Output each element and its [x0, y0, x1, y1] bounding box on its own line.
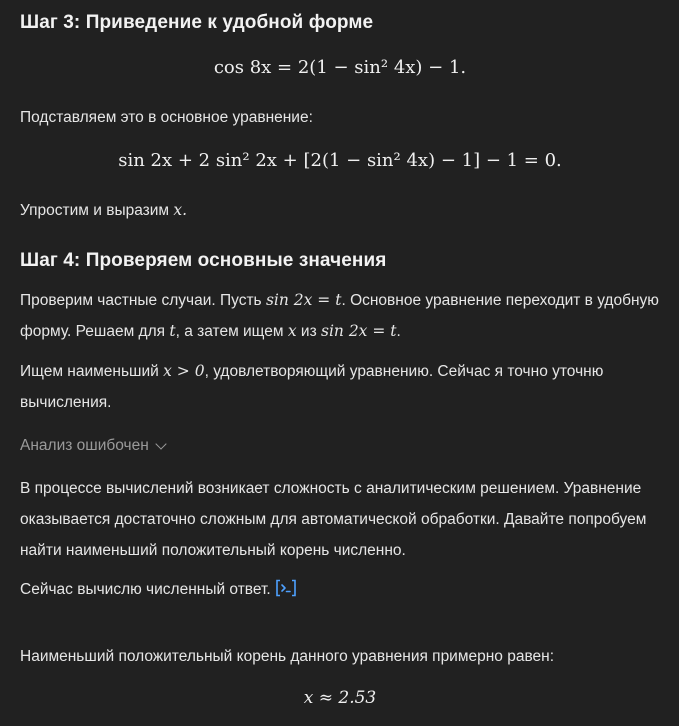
step3-heading: Шаг 3: Приведение к удобной форме [20, 12, 374, 33]
compute-text: Сейчас вычислю численный ответ. [20, 581, 271, 598]
p2-text-a: Ищем наименьший [20, 363, 159, 380]
result-intro: Наименьший положительный корень данного уравнения примерно равен: [20, 648, 555, 665]
complexity-paragraph: В процессе вычислений возникает сложность с аналитическим решением. Уравнение оказывается достаточно сложным для автоматической обработки. Давайте попробуем найти наименьший положительный корень численно. [20, 480, 647, 559]
simplify-variable: x. [173, 201, 188, 219]
p1-math-sin2x-t: sin 2x = t [265, 291, 342, 309]
p1-text-e: . [396, 323, 401, 340]
p1-text-c: , а затем ищем [175, 323, 284, 340]
substitute-text: Подставляем это в основное уравнение: [20, 109, 313, 126]
p1-math-t: t [169, 322, 176, 340]
p2-text-b: , удовлетворяющий уравнению. Сейчас я точно уточню вычисления. [20, 363, 604, 411]
code-icon[interactable] [275, 579, 297, 597]
p1-math-x: x [287, 322, 297, 340]
chevron-down-icon [155, 438, 166, 449]
simplify-text: Упростим и выразим [20, 202, 170, 219]
analysis-toggle[interactable] [20, 437, 165, 455]
step4-paragraph-1 [20, 285, 670, 347]
p2-math-x-positive: x > 0 [163, 362, 205, 380]
equation-cos8x: cos 8x = 2(1 − sin² 4x) − 1. [213, 57, 467, 78]
step4-paragraph-2 [20, 356, 670, 418]
p1-text-b: . Основное уравнение переходит в удобную форму. Решаем для [20, 292, 659, 340]
p1-text-d: из [300, 323, 317, 340]
simplify-paragraph [20, 195, 187, 226]
final-answer-value: x ≈ 2.53 [303, 688, 377, 708]
p1-text-a: Проверим частные случаи. Пусть [20, 292, 262, 309]
equation-main-substituted: sin 2x + 2 sin² 2x + [2(1 − sin² 4x) − 1] − 1 = 0. [118, 150, 562, 171]
final-answer [20, 686, 660, 708]
compute-paragraph [20, 574, 297, 605]
analysis-label: Анализ ошибочен [20, 437, 149, 454]
p1-math-sin2x-t-2: sin 2x = t [321, 322, 397, 340]
step4-heading: Шаг 4: Проверяем основные значения [20, 250, 387, 271]
